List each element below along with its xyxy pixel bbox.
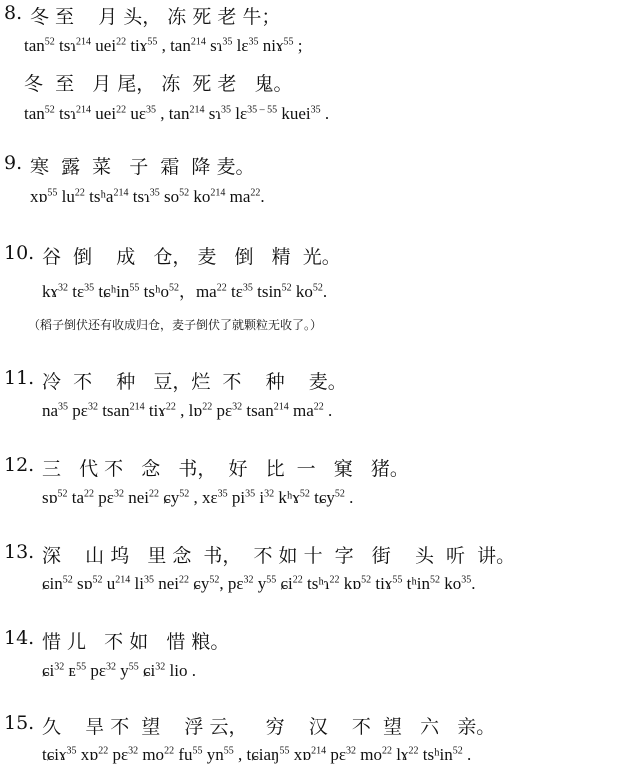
proverb-15-ipa-1: tɕiɤ$^{35}$ xɒ$^{22}$ pɛ$^{32}$ $mo^{22}$ $fu^{55}$ $yn^{55}$ , tɕiaŋ$^{55}$ xɒ$^{214}$ pɛ$^{32}$ $mo^{22}$ lɤ$^{22}$ tsʰin$^{52}$ .: [42, 745, 472, 764]
tone-number: 35: [149, 187, 160, 199]
tone-number: 52: [334, 488, 345, 500]
tone-number: 52: [179, 187, 190, 199]
tone-number: 55: [192, 745, 203, 757]
proverb-8-number: 8.: [4, 2, 23, 24]
tone-number: 214: [273, 401, 289, 413]
tone-number: 22: [165, 401, 176, 413]
tone-number: 32: [113, 488, 124, 500]
tone-number: 55: [283, 36, 294, 48]
tone-number: 214: [190, 36, 206, 48]
proverb-11-hanzi-1: 冷 不 种 豆，烂 不 种 麦。: [42, 371, 347, 393]
tone-number: 32: [87, 401, 98, 413]
tone-number: 35: [461, 574, 472, 586]
tone-number: 35 – 55: [247, 104, 278, 116]
proverb-13-ipa-1: ɕin$^{52}$ sɒ$^{52}$ $u^{214}$ $li^{35}$ nei$^{22}$ ɕy$^{52}$, pɛ$^{32}$ $y^{55}$ ɕi$^{22}$ tsʰɿ$^{22}$ kɒ$^{52}$ tiɤ$^{55}$ tʰin$^{52}$ $ko^{35}$.: [42, 574, 476, 593]
tone-number: 214: [189, 104, 205, 116]
tone-number: 35: [242, 282, 253, 294]
tone-number: 55: [147, 36, 158, 48]
tone-number: 55: [47, 187, 58, 199]
tone-number: 52: [179, 488, 190, 500]
tone-number: 22: [98, 745, 109, 757]
tone-number: 22: [329, 574, 340, 586]
tone-number: 52: [281, 282, 292, 294]
tone-number: 55: [76, 661, 87, 673]
proverb-10-note: （稻子倒伏还有收成归仓，麦子倒伏了就颗粒无收了。）: [28, 318, 323, 332]
tone-number: 32: [155, 661, 166, 673]
proverb-12-hanzi-1: 三 代 不 念 书， 好 比 一 窠 猪。: [42, 458, 409, 480]
tone-number: 35: [145, 104, 156, 116]
tone-number: 35: [144, 574, 154, 586]
tone-number: 35: [84, 282, 95, 294]
proverb-14-number: 14.: [4, 627, 35, 649]
tone-number: 22: [313, 401, 324, 413]
proverb-8-hanzi-2: 冬 至 月 尾， 冻 死 老 鬼。: [24, 73, 293, 95]
tone-number: 22: [202, 401, 213, 413]
tone-number: 55: [392, 574, 403, 586]
proverb-12-number: 12.: [4, 454, 35, 476]
tone-number: 52: [361, 574, 372, 586]
tone-number: 32: [54, 661, 65, 673]
tone-number: 55: [129, 282, 140, 294]
tone-number: 52: [209, 574, 220, 586]
proverb-11-ipa-1: $na^{35}$ pɛ$^{32}$ tsan$^{214}$ tiɤ$^{22}$ , lɒ$^{22}$ pɛ$^{32}$ tsan$^{214}$ $ma^{22}$ .: [42, 401, 333, 420]
tone-number: 22: [84, 488, 95, 500]
tone-number: 52: [430, 574, 441, 586]
tone-number: 52: [44, 36, 55, 48]
tone-number: 22: [116, 104, 127, 116]
tone-number: 32: [232, 401, 243, 413]
proverb-10-number: 10.: [4, 242, 35, 264]
tone-number: 22: [292, 574, 303, 586]
proverb-11-number: 11.: [4, 367, 35, 389]
tone-number: 52: [299, 488, 310, 500]
tone-number: 22: [216, 282, 227, 294]
tone-number: 35: [310, 104, 321, 116]
proverb-13-hanzi-1: 深 山 坞 里 念 书， 不 如 十 字 街 头 听 讲。: [42, 545, 516, 567]
tone-number: 55: [128, 661, 139, 673]
tone-number: 35: [221, 104, 232, 116]
tone-number: 32: [58, 282, 69, 294]
proverb-15-number: 15.: [4, 712, 35, 734]
proverb-13-number: 13.: [4, 541, 35, 563]
proverb-9-ipa-1: xɒ$^{55}$ $lu^{22}$ tsʰa$^{214}$ tsɿ$^{35}$ $so^{52}$ $ko^{214}$ $ma^{22}$.: [30, 187, 265, 206]
tone-number: 214: [210, 187, 226, 199]
tone-number: 22: [74, 187, 85, 199]
tone-number: 214: [113, 187, 129, 199]
proverb-14-hanzi-1: 惜 儿 不 如 惜 粮。: [42, 631, 230, 653]
tone-number: 35: [245, 488, 256, 500]
proverb-8-ipa-2: $\tan^{52}$ tsɿ$^{214}$ uei$^{22}$ uɛ$^{35}$ , $\tan^{214}$ sɿ$^{35}$ lɛ$^{35 - 55}$ kuei$^{35}$ .: [24, 104, 330, 123]
tone-number: 32: [345, 745, 356, 757]
tone-number: 22: [148, 488, 159, 500]
tone-number: 214: [76, 104, 92, 116]
tone-number: 35: [217, 488, 228, 500]
proverb-9-hanzi-1: 寒 露 菜 子 霜 降 麦。: [30, 156, 255, 178]
tone-number: 214: [311, 745, 327, 757]
tone-number: 32: [128, 745, 139, 757]
tone-number: 22: [408, 745, 419, 757]
tone-number: 52: [57, 488, 68, 500]
tone-number: 214: [129, 401, 145, 413]
tone-number: 55: [266, 574, 277, 586]
tone-number: 52: [44, 104, 55, 116]
tone-number: 35: [222, 36, 233, 48]
tone-number: 52: [92, 574, 103, 586]
tone-number: 32: [243, 574, 254, 586]
tone-number: 52: [312, 282, 323, 294]
tone-number: 22: [116, 36, 127, 48]
tone-number: 55: [279, 745, 290, 757]
proverb-15-hanzi-1: 久 旱 不 望 浮 云， 穷 汉 不 望 六 亲。: [42, 716, 496, 738]
proverb-9-number: 9.: [4, 152, 23, 174]
tone-number: 35: [248, 36, 259, 48]
tone-number: 22: [381, 745, 392, 757]
proverb-10-hanzi-1: 谷 倒 成 仓， 麦 倒 精 光。: [42, 246, 341, 268]
tone-number: 52: [168, 282, 179, 294]
proverb-14-ipa-1: ɕi$^{32}$ ᴇ$^{55}$ pɛ$^{32}$ $y^{55}$ ɕi$^{32}$ lio .: [42, 661, 196, 680]
tone-number: 214: [76, 36, 92, 48]
tone-number: 32: [105, 661, 116, 673]
tone-number: 22: [250, 187, 261, 199]
proverb-8-hanzi-1: 冬 至 月 头， 冻 死 老 牛；: [30, 6, 281, 28]
tone-number: 35: [58, 401, 69, 413]
tone-number: 22: [164, 745, 175, 757]
tone-number: 35: [66, 745, 77, 757]
proverb-8-ipa-1: $\tan^{52}$ tsɿ$^{214}$ uei$^{22}$ tiɤ$^{55}$ , $\tan^{214}$ sɿ$^{35}$ lɛ$^{35}$ niɤ$^{55}$ ;: [24, 36, 303, 55]
tone-number: 22: [179, 574, 190, 586]
tone-number: 52: [452, 745, 463, 757]
tone-number: 214: [115, 574, 131, 586]
tone-number: 32: [264, 488, 275, 500]
tone-number: 52: [62, 574, 73, 586]
tone-number: 55: [223, 745, 234, 757]
proverb-12-ipa-1: sɒ$^{52}$ $ta^{22}$ pɛ$^{32}$ nei$^{22}$ ɕy$^{52}$ , xɛ$^{35}$ $pi^{35}$ $i^{32}$ kʰɤ$^{52}$ tɕy$^{52}$ .: [42, 488, 354, 507]
proverb-10-ipa-1: kɤ$^{32}$ tɛ$^{35}$ tɕʰin$^{55}$ tsʰo$^{52}$，$ma^{22}$ tɛ$^{35}$ tsin$^{52}$ $ko^{52}$.: [42, 282, 328, 301]
